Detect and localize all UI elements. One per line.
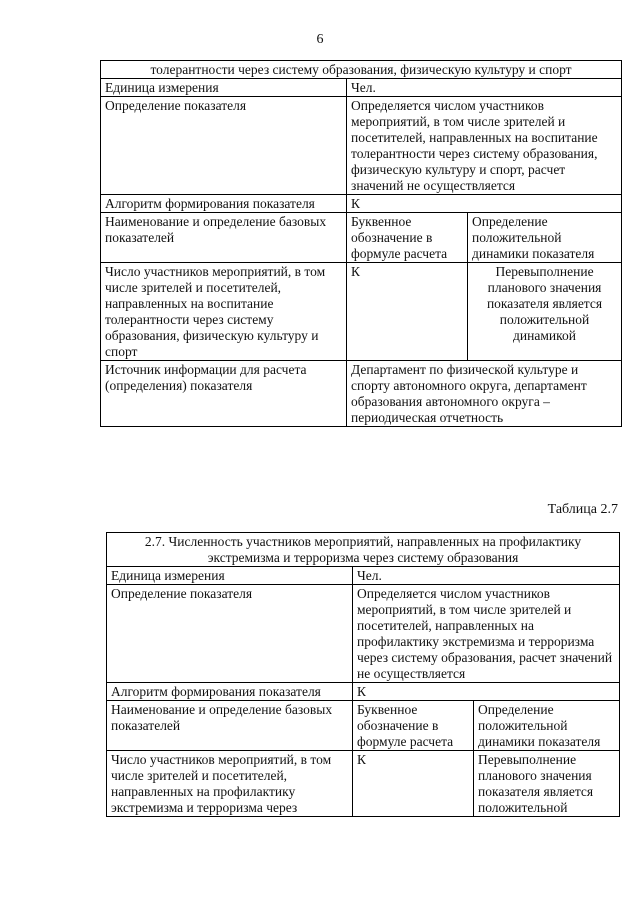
- indicator-table-1: [100, 60, 622, 427]
- base-row-label: Число участников мероприятий, в том числе зрителей и посетителей, направленных на воспитание толерантности через систему образования, физическую культуру и спорт: [101, 263, 347, 361]
- base-col2-header: Буквенное обозначение в формуле расчета: [347, 213, 468, 263]
- unit-value: Чел.: [353, 567, 620, 585]
- algorithm-label: Алгоритм формирования показателя: [107, 683, 353, 701]
- definition-label: Определение показателя: [101, 97, 347, 195]
- base-header-row: [101, 213, 622, 263]
- definition-row: [107, 585, 620, 683]
- unit-label: Единица измерения: [101, 79, 347, 97]
- unit-value: Чел.: [347, 79, 622, 97]
- base-col3-header: Определение положительной динамики показателя: [474, 701, 620, 751]
- source-value: Департамент по физической культуре и спорту автономного округа, департамент образования автономного округа – периодическая отчетность: [347, 361, 622, 427]
- algorithm-value: К: [347, 195, 622, 213]
- algorithm-value: К: [353, 683, 620, 701]
- unit-row: [107, 567, 620, 585]
- table-caption: Таблица 2.7: [547, 502, 618, 517]
- base-label: Наименование и определение базовых показателей: [107, 701, 353, 751]
- base-row-dynamics: Перевыполнение планового значения показателя является положительной динамикой: [468, 263, 622, 361]
- source-row: [101, 361, 622, 427]
- base-label: Наименование и определение базовых показателей: [101, 213, 347, 263]
- algorithm-row: [107, 683, 620, 701]
- table-title: 2.7. Численность участников мероприятий, направленных на профилактику экстремизма и терроризма через систему образования: [107, 533, 620, 567]
- algorithm-label: Алгоритм формирования показателя: [101, 195, 347, 213]
- base-row-label: Число участников мероприятий, в том числе зрителей и посетителей, направленных на профилактику экстремизма и терроризма через: [107, 751, 353, 817]
- base-col2-header: Буквенное обозначение в формуле расчета: [353, 701, 474, 751]
- base-row-letter: К: [347, 263, 468, 361]
- unit-row: [101, 79, 622, 97]
- page-number: 6: [316, 32, 324, 47]
- table-row: [101, 263, 622, 361]
- table-title-row: [101, 61, 622, 79]
- base-row-dynamics: Перевыполнение планового значения показателя является положительной: [474, 751, 620, 817]
- base-col3-header: Определение положительной динамики показателя: [468, 213, 622, 263]
- table-title: толерантности через систему образования, физическую культуру и спорт: [101, 61, 622, 79]
- source-label: Источник информации для расчета (определения) показателя: [101, 361, 347, 427]
- algorithm-row: [101, 195, 622, 213]
- base-header-row: [107, 701, 620, 751]
- indicator-table-2: [106, 532, 620, 817]
- definition-value: Определяется числом участников мероприятий, в том числе зрителей и посетителей, направленных на профилактику экстремизма и терроризма через систему образования, расчет значений не осуществляется: [353, 585, 620, 683]
- definition-label: Определение показателя: [107, 585, 353, 683]
- definition-value: Определяется числом участников мероприятий, в том числе зрителей и посетителей, направленных на воспитание толерантности через систему образования, физическую культуру и спорт, расчет значений не осуществляется: [347, 97, 622, 195]
- unit-label: Единица измерения: [107, 567, 353, 585]
- definition-row: [101, 97, 622, 195]
- table-row: [107, 751, 620, 817]
- table-title-row: [107, 533, 620, 567]
- base-row-letter: К: [353, 751, 474, 817]
